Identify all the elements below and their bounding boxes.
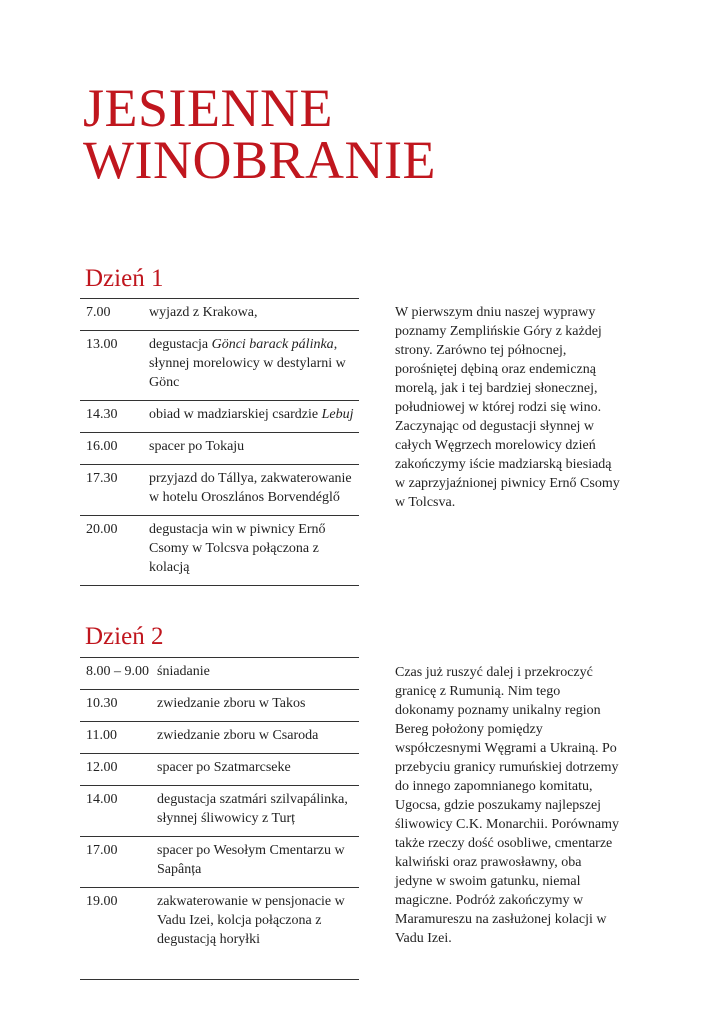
description-line: śliwowicy C.K. Monarchii. Porównamy	[395, 817, 619, 832]
description-line: Bereg położony pomiędzy	[395, 722, 543, 737]
time-cell: 17.30	[80, 465, 149, 516]
description-line: Ugocsa, gdzie poszukamy najlepszej	[395, 798, 602, 813]
table-row	[80, 299, 359, 331]
time-cell: 10.30	[80, 690, 157, 722]
activity-cell: zakwaterowanie w pensjonacie w Vadu Izei, kolcja połączona z degustacją horyłki	[157, 888, 359, 980]
table-row	[80, 837, 359, 888]
title-line-2: WINOBRANIE	[83, 130, 436, 190]
day-2-schedule-table	[80, 657, 359, 980]
activity-emphasis: Gönci barack pálinka	[211, 337, 334, 352]
description-line: w zaprzyjaźnionej piwnicy Ernő Csomy	[395, 476, 620, 491]
description-line: Czas już ruszyć dalej i przekroczyć	[395, 665, 593, 680]
description-line: Maramureszu na zasłużonej kolacji w	[395, 912, 607, 927]
time-cell: 16.00	[80, 433, 149, 465]
table-row	[80, 658, 359, 690]
activity-cell: wyjazd z Krakowa,	[149, 299, 359, 331]
description-line: jedyne w swoim gatunku, niemal	[395, 874, 581, 889]
description-line: dokonamy poznamy unikalny region	[395, 703, 601, 718]
activity-cell: degustacja szatmári szilvapálinka, słynnej śliwowicy z Turț	[157, 786, 359, 837]
description-line: Zaczynając od degustacji słynnej w	[395, 419, 595, 434]
description-line: kalwiński oraz prawosławny, oba	[395, 855, 582, 870]
time-cell: 8.00 – 9.00	[80, 658, 157, 690]
description-line: przebyciu granicy rumuńskiej dotrzemy	[395, 760, 619, 775]
description-line: współczesnymi Węgrami a Ukrainą. Po	[395, 741, 617, 756]
description-line: także rzeczy dość osobliwe, cmentarze	[395, 836, 613, 851]
table-row	[80, 786, 359, 837]
title-line-1: JESIENNE	[83, 78, 333, 138]
activity-cell: śniadanie	[157, 658, 359, 690]
table-row	[80, 433, 359, 465]
activity-cell	[149, 401, 359, 433]
description-line: magiczne. Podróż zakończymy w	[395, 893, 584, 908]
table-row	[80, 722, 359, 754]
day-2-heading: Dzień 2	[85, 623, 164, 650]
description-line: do innego zapomnianego komitatu,	[395, 779, 593, 794]
description-line: w Tolcsva.	[395, 495, 456, 510]
activity-cell: spacer po Tokaju	[149, 433, 359, 465]
description-line: południowej w której rodzi się wino.	[395, 400, 602, 415]
activity-text: obiad w madziarskiej csardzie	[149, 407, 322, 422]
description-line: zakończymy iście madziarską biesiadą	[395, 457, 612, 472]
time-cell: 17.00	[80, 837, 157, 888]
time-cell: 14.30	[80, 401, 149, 433]
time-cell: 7.00	[80, 299, 149, 331]
time-cell: 19.00	[80, 888, 157, 980]
description-line: całych Węgrzech morelowicy dzień	[395, 438, 596, 453]
table-row	[80, 690, 359, 722]
activity-cell: zwiedzanie zboru w Takos	[157, 690, 359, 722]
day-1-description	[395, 303, 640, 512]
table-row	[80, 516, 359, 586]
description-line: porośniętej dębiną oraz endemiczną	[395, 362, 596, 377]
day-1-schedule-table	[80, 298, 359, 586]
activity-emphasis: Lebuj	[321, 407, 354, 422]
time-cell: 11.00	[80, 722, 157, 754]
activity-text: degustacja	[149, 337, 212, 352]
time-cell: 20.00	[80, 516, 149, 586]
activity-cell: spacer po Wesołym Cmentarzu w Sapânța	[157, 837, 359, 888]
page-title	[83, 78, 436, 190]
table-row	[80, 401, 359, 433]
day-2-description	[395, 663, 640, 948]
table-row	[80, 331, 359, 401]
description-line: strony. Zarówno tej północnej,	[395, 343, 567, 358]
activity-cell: przyjazd do Tállya, zakwaterowanie w hotelu Oroszlános Borvendéglő	[149, 465, 359, 516]
description-line: Vadu Izei.	[395, 931, 452, 946]
table-row	[80, 465, 359, 516]
description-line: W pierwszym dniu naszej wyprawy	[395, 305, 596, 320]
activity-cell: spacer po Szatmarcseke	[157, 754, 359, 786]
day-1-heading: Dzień 1	[85, 265, 164, 292]
time-cell: 12.00	[80, 754, 157, 786]
description-line: poznamy Zemplińskie Góry z każdej	[395, 324, 602, 339]
activity-cell: zwiedzanie zboru w Csaroda	[157, 722, 359, 754]
activity-cell: degustacja win w piwnicy Ernő Csomy w Tolcsva połączona z kolacją	[149, 516, 359, 586]
time-cell: 13.00	[80, 331, 149, 401]
activity-cell	[149, 331, 359, 401]
time-cell: 14.00	[80, 786, 157, 837]
description-line: morelą, jak i tej bardziej słonecznej,	[395, 381, 598, 396]
table-row	[80, 754, 359, 786]
activity-text: , słynnej morelowicy w destylarni w Gönc	[149, 337, 346, 390]
table-row	[80, 888, 359, 980]
description-line: granicę z Rumunią. Nim tego	[395, 684, 561, 699]
